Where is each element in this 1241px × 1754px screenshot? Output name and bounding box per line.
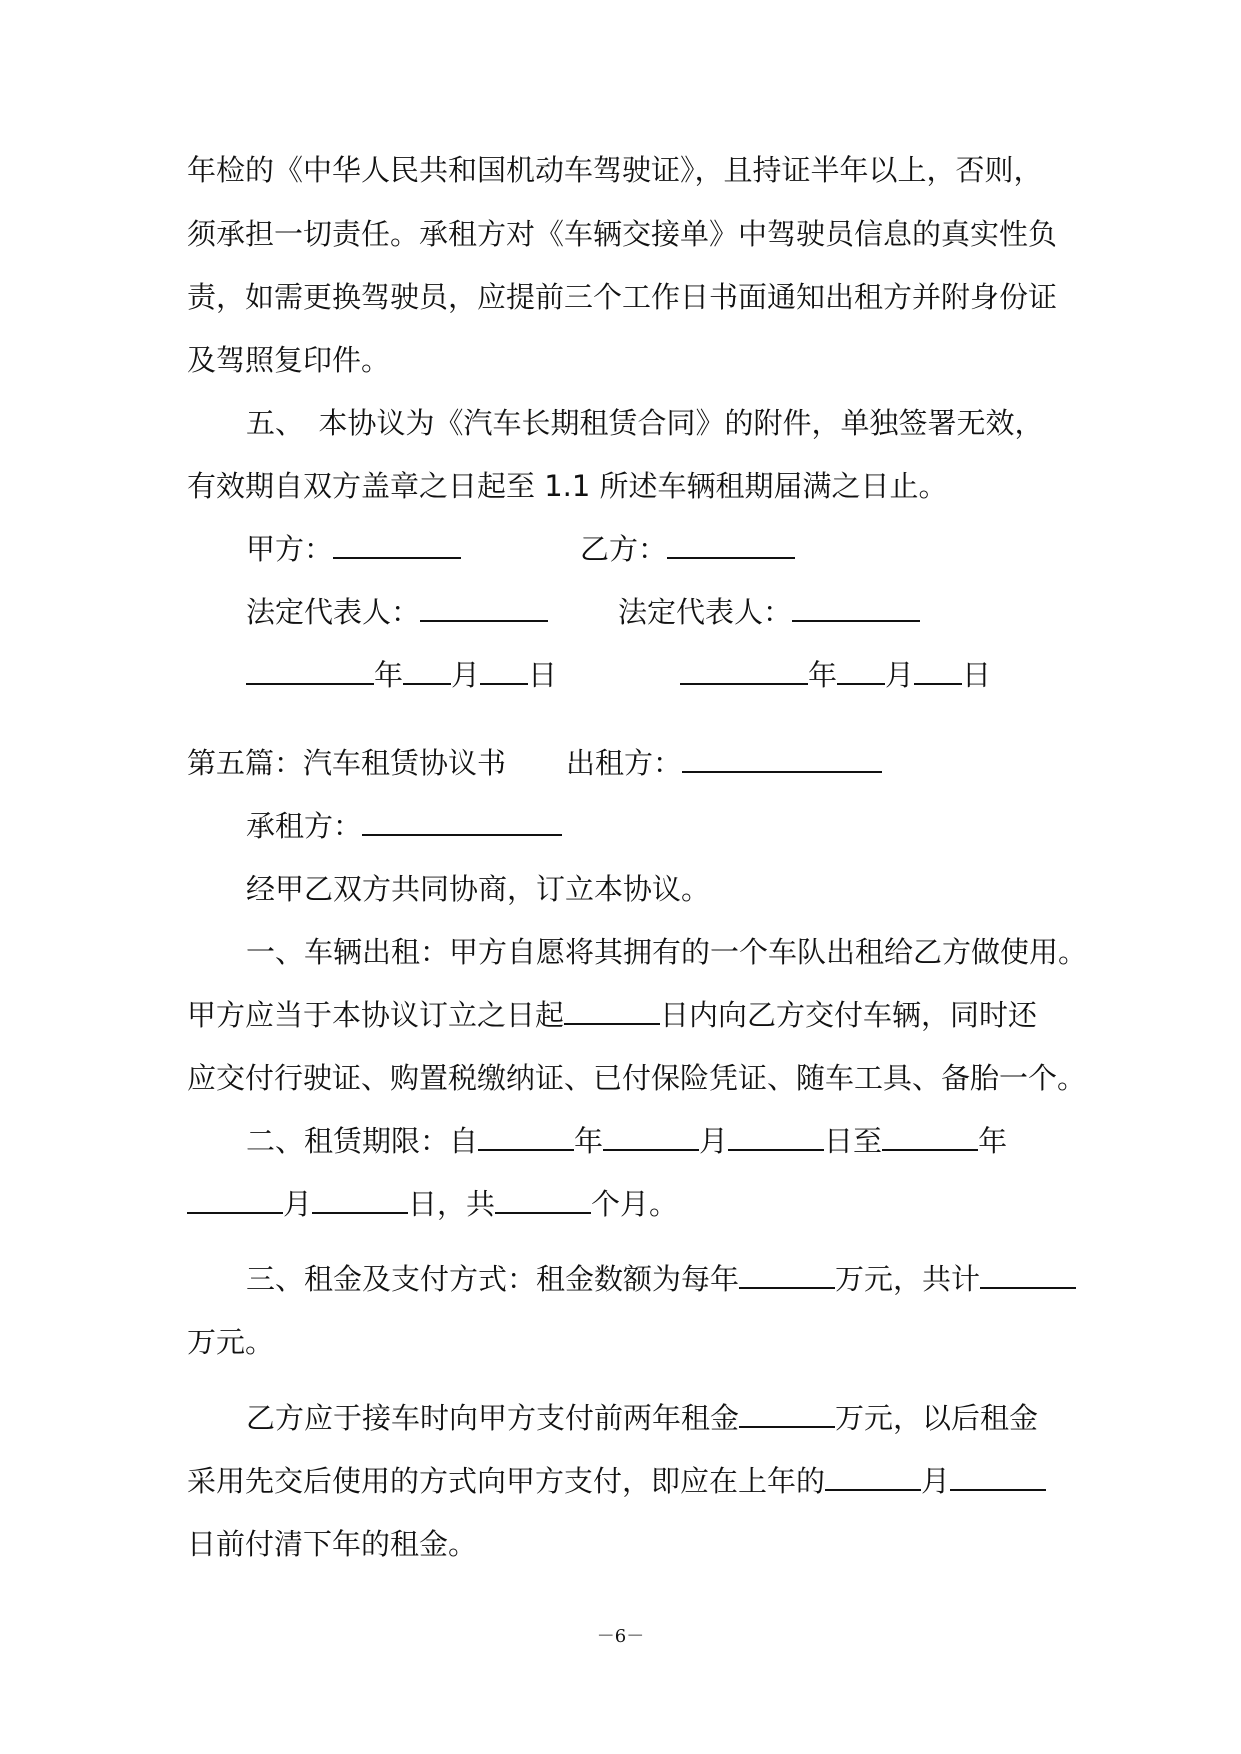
- lessee-label: 承租方：: [246, 809, 363, 843]
- clause-text: 甲方应当于本协议订立之日起: [187, 998, 565, 1032]
- party-b-sign: [580, 529, 795, 569]
- day-blank: [728, 1121, 824, 1151]
- legal-rep-a: [246, 592, 548, 632]
- clause-text: 日内向乙方交付车辆，同时还: [660, 998, 1038, 1032]
- section-title: 第五篇：汽车租赁协议书: [187, 746, 507, 780]
- party-a-label: 甲方：: [246, 532, 334, 566]
- legal-rep-a-blank: [420, 592, 548, 622]
- legal-rep-b-label: 法定代表人：: [618, 595, 793, 629]
- clause-text: 万元，共计: [835, 1262, 981, 1296]
- month-blank: [603, 1121, 699, 1151]
- day-label: 日: [528, 658, 558, 692]
- lessor-line: [566, 743, 882, 783]
- clause-text: 采用先交后使用的方式向甲方支付，即应在上年的: [187, 1464, 826, 1498]
- clause-three: [246, 1259, 1076, 1299]
- legal-rep-b: [618, 592, 920, 632]
- date-a: [246, 655, 557, 695]
- amount-blank: [739, 1259, 835, 1289]
- legal-rep-b-blank: [792, 592, 920, 622]
- month-blank: [837, 655, 885, 685]
- lessor-blank: [682, 743, 882, 773]
- day-blank: [914, 655, 962, 685]
- year-blank: [478, 1121, 574, 1151]
- days-blank: [564, 995, 660, 1025]
- clause-text: 年: [978, 1124, 1008, 1158]
- clause-text: 月: [921, 1464, 951, 1498]
- day-blank: [950, 1461, 1046, 1491]
- clause-text: 二、租赁期限：自: [246, 1124, 479, 1158]
- day-blank: [312, 1184, 408, 1214]
- lessee-line: [246, 806, 562, 846]
- payment-para: [246, 1398, 1038, 1438]
- day-label: 日: [962, 658, 992, 692]
- party-a-sign: [246, 529, 461, 569]
- amount-blank: [739, 1398, 835, 1428]
- paragraph-line: 年检的《中华人民共和国机动车驾驶证》，且持证半年以上，否则，: [187, 153, 1043, 187]
- clause-one-cont: 应交付行驶证、购置税缴纳证、已付保险凭证、随车工具、备胎一个。: [187, 1061, 1087, 1095]
- payment-para-cont: 日前付清下年的租金。: [187, 1527, 478, 1561]
- party-a-blank: [333, 529, 461, 559]
- clause-text: 个月。: [591, 1187, 679, 1221]
- clause-two-cont: [187, 1184, 678, 1224]
- month-blank: [187, 1184, 283, 1214]
- year-label: 年: [374, 658, 404, 692]
- month-blank: [825, 1461, 921, 1491]
- clause-text: 万元，以后租金: [835, 1401, 1039, 1435]
- clause-text: 月: [283, 1187, 313, 1221]
- clause-text: 日，共: [408, 1187, 496, 1221]
- year-blank: [680, 655, 808, 685]
- intro-line: 经甲乙双方共同协商，订立本协议。: [246, 872, 711, 906]
- lessee-blank: [362, 806, 562, 836]
- page-number: －6－: [596, 1626, 645, 1647]
- date-b: [680, 655, 991, 695]
- total-blank: [980, 1259, 1076, 1289]
- year-blank: [246, 655, 374, 685]
- clause-text: 月: [699, 1124, 729, 1158]
- clause-text: 年: [574, 1124, 604, 1158]
- clause-two: [246, 1121, 1007, 1161]
- months-blank: [495, 1184, 591, 1214]
- clause-five: 五、 本协议为《汽车长期租赁合同》的附件，单独签署无效，: [246, 406, 1044, 440]
- month-label: 月: [885, 658, 915, 692]
- month-label: 月: [451, 658, 481, 692]
- month-blank: [403, 655, 451, 685]
- clause-one-cont: [187, 995, 1037, 1035]
- paragraph-line: 须承担一切责任。承租方对《车辆交接单》中驾驶员信息的真实性负: [187, 217, 1058, 251]
- paragraph-line: 及驾照复印件。: [187, 343, 391, 377]
- paragraph-line: 有效期自双方盖章之日起至 1.1 所述车辆租期届满之日止。: [187, 469, 948, 503]
- clause-one: 一、车辆出租：甲方自愿将其拥有的一个车队出租给乙方做使用。: [246, 935, 1088, 969]
- clause-three-cont: 万元。: [187, 1325, 275, 1359]
- payment-para-cont: [187, 1461, 1046, 1501]
- paragraph-line: 责，如需更换驾驶员，应提前三个工作日书面通知出租方并附身份证: [187, 280, 1058, 314]
- party-b-label: 乙方：: [580, 532, 668, 566]
- legal-rep-a-label: 法定代表人：: [246, 595, 421, 629]
- day-blank: [480, 655, 528, 685]
- year-label: 年: [808, 658, 838, 692]
- lessor-label: 出租方：: [566, 746, 683, 780]
- clause-text: 日至: [824, 1124, 883, 1158]
- clause-text: 三、租金及支付方式：租金数额为每年: [246, 1262, 740, 1296]
- party-b-blank: [667, 529, 795, 559]
- year-blank: [882, 1121, 978, 1151]
- clause-text: 乙方应于接车时向甲方支付前两年租金: [246, 1401, 740, 1435]
